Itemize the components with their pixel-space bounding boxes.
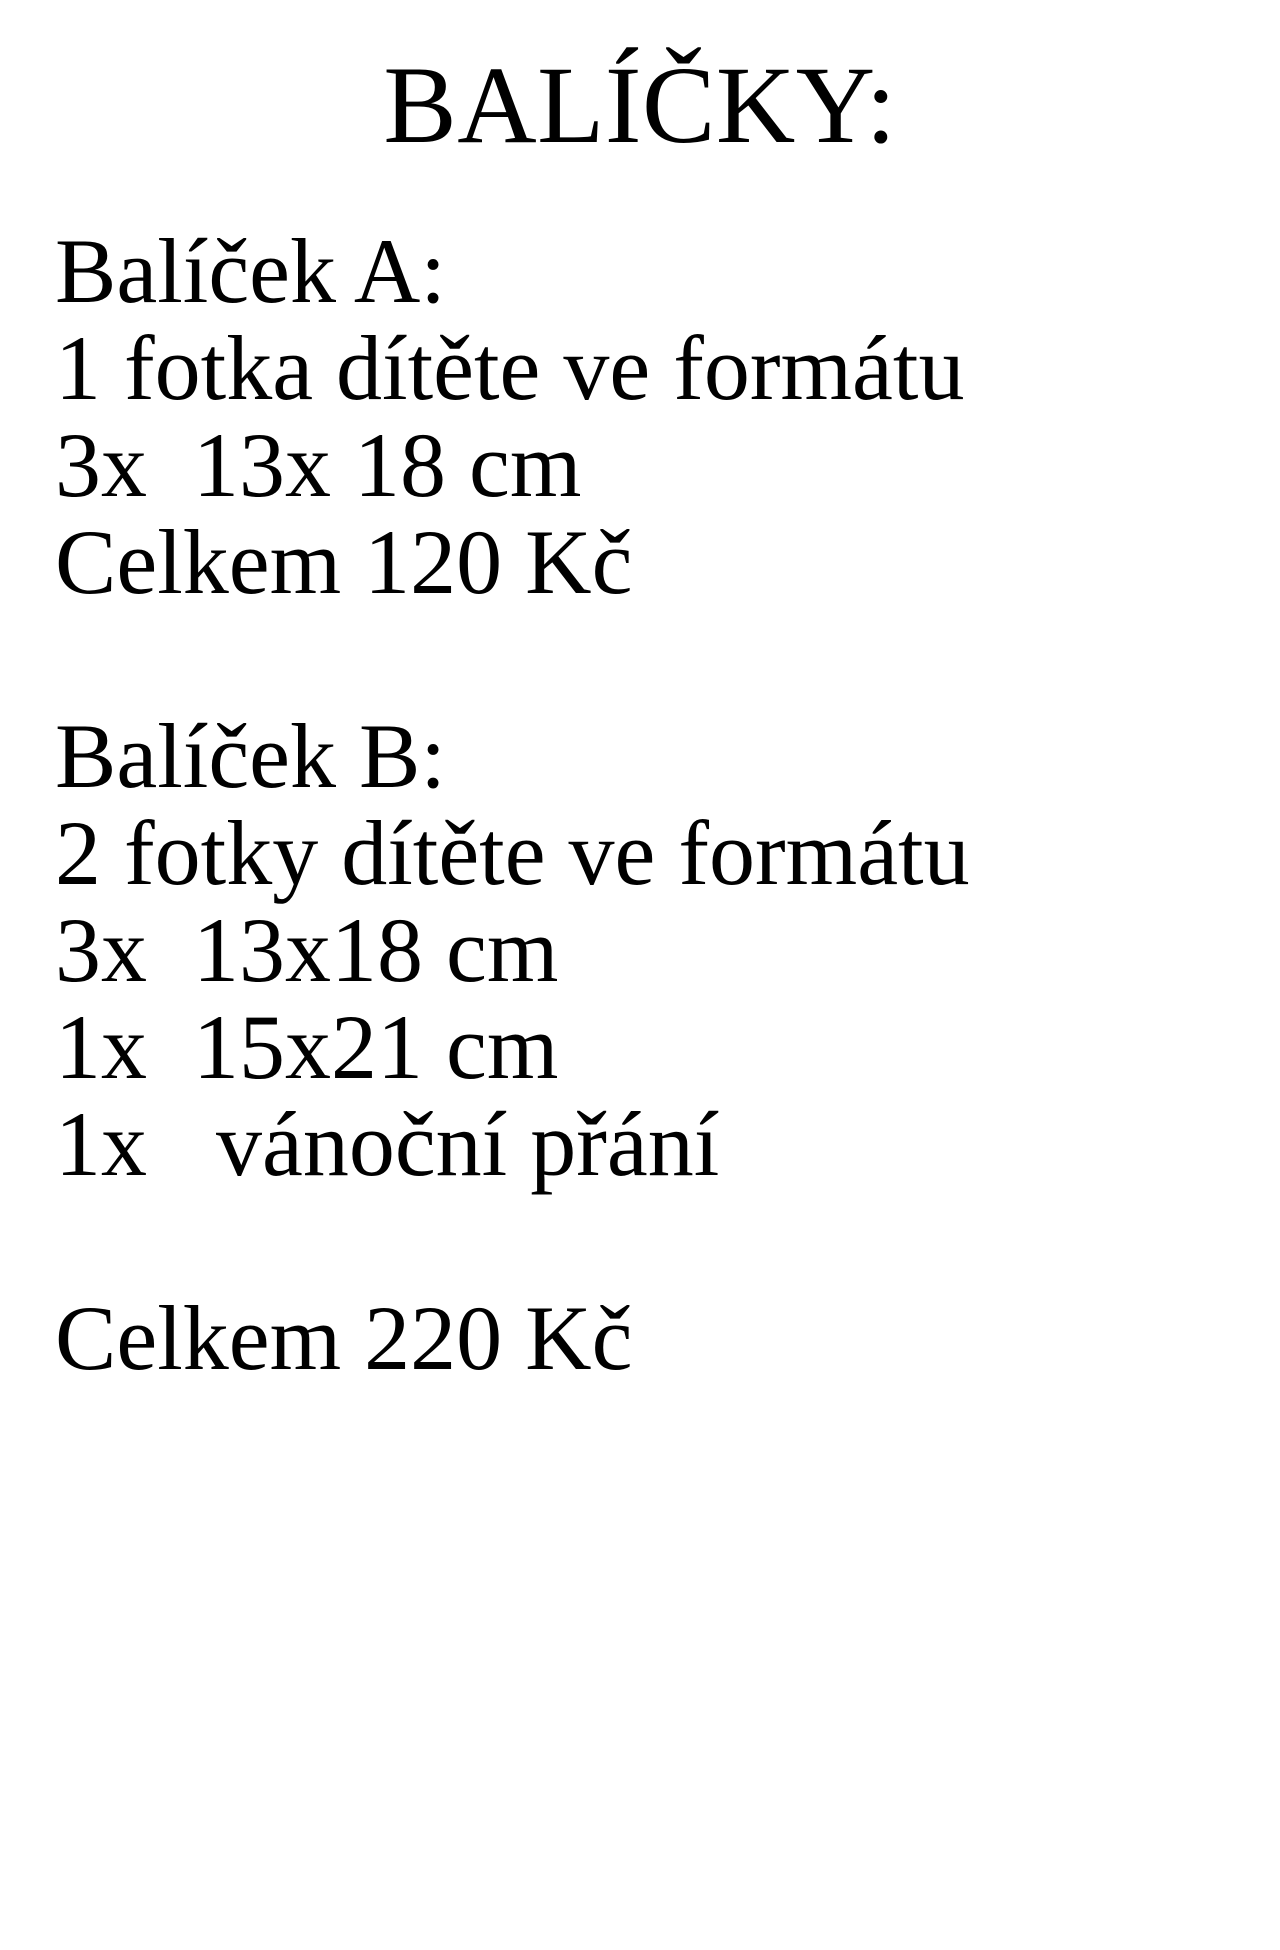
package-a-size-1: 3x 13x 18 cm — [55, 414, 582, 516]
package-b-total: Celkem 220 Kč — [55, 1287, 633, 1389]
package-a-contents: 1 fotka dítěte ve formátu — [55, 317, 965, 419]
package-b-heading: Balíček B: — [55, 705, 446, 807]
packages-list — [0, 220, 1280, 1389]
flyer-page — [0, 30, 1280, 1950]
package-b-size-1: 3x 13x18 cm — [55, 899, 559, 1001]
package-b-size-3: 1x vánoční přání — [55, 1093, 720, 1195]
page-title: BALÍČKY: — [383, 44, 897, 166]
package-b-contents: 2 fotky dítěte ve formátu — [55, 802, 970, 904]
package-a-heading: Balíček A: — [55, 220, 446, 322]
package-b-size-2: 1x 15x21 cm — [55, 996, 559, 1098]
package-a-total: Celkem 120 Kč — [55, 511, 633, 613]
